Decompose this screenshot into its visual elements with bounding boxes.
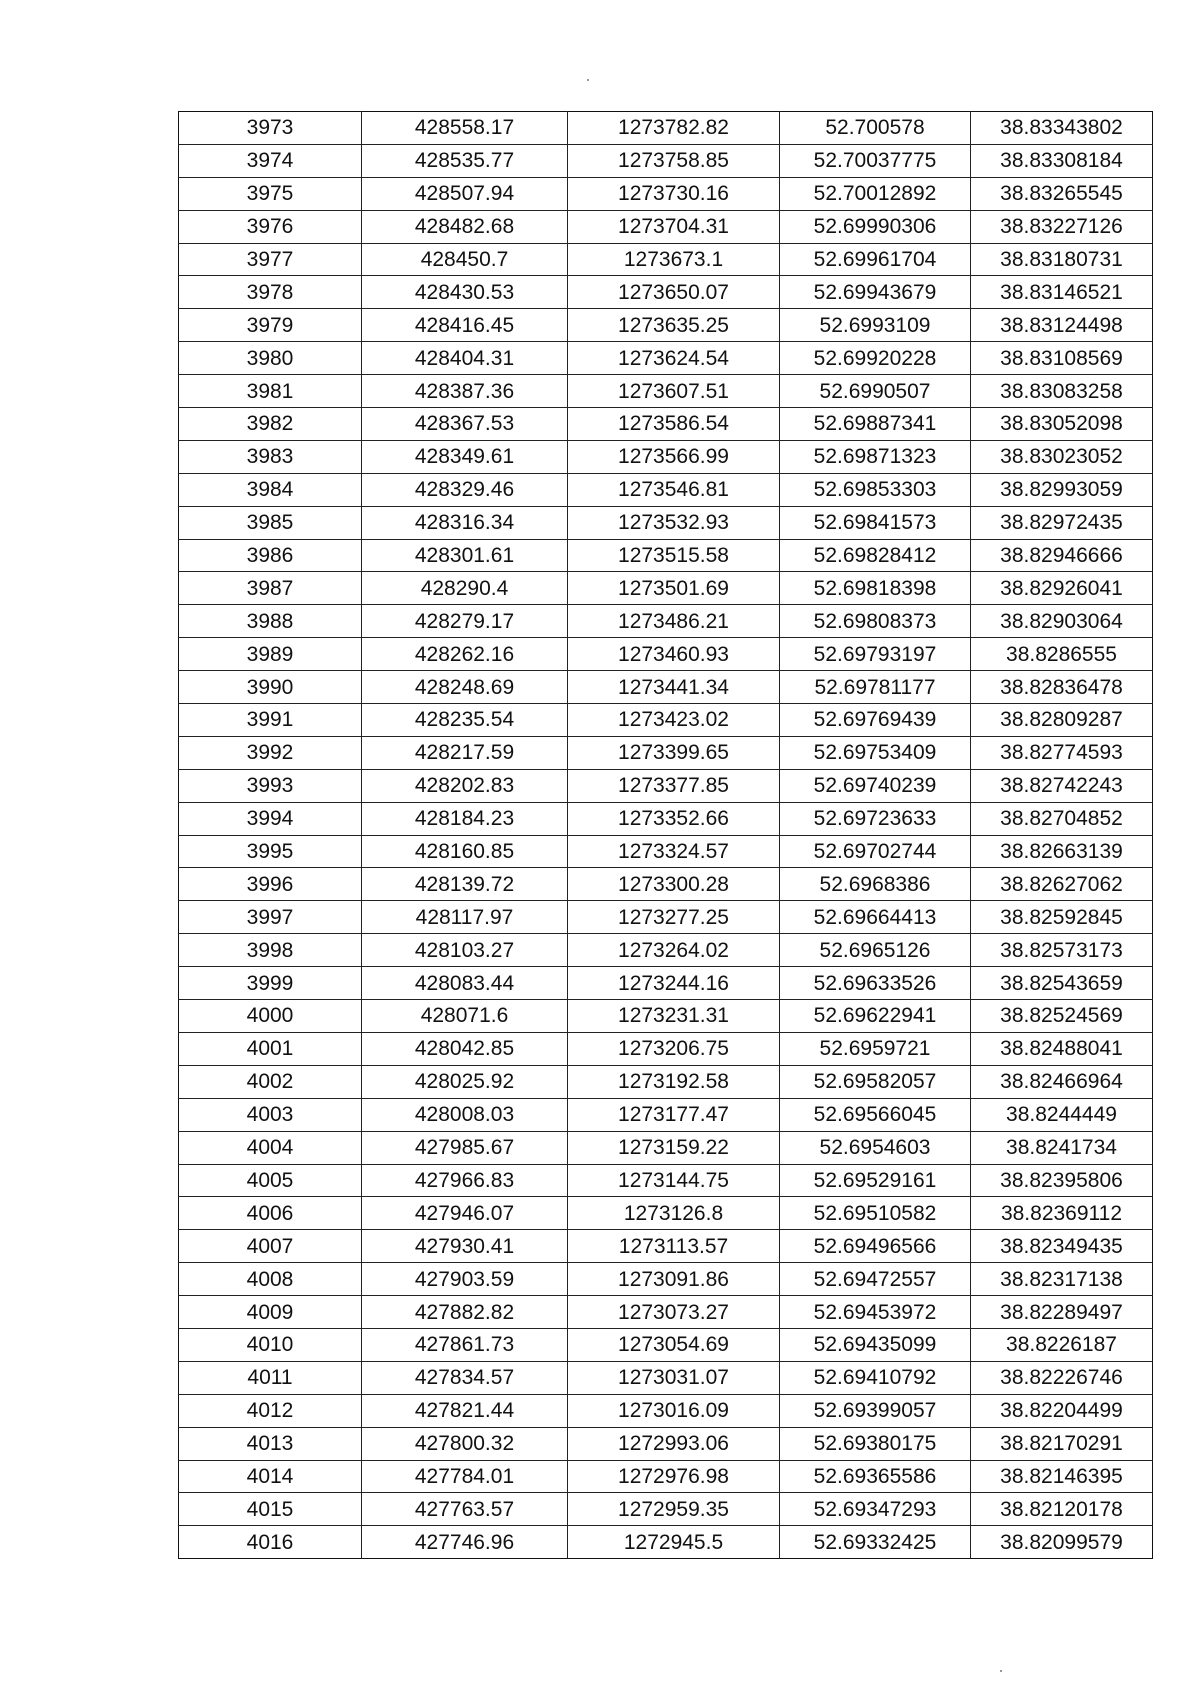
cell-latitude: 52.69723633 <box>780 802 971 835</box>
table-row <box>179 967 1153 1000</box>
cell-point-number: 3991 <box>179 704 362 737</box>
cell-longitude: 38.82573173 <box>971 934 1153 967</box>
cell-longitude: 38.82836478 <box>971 671 1153 704</box>
table-row <box>179 473 1153 506</box>
cell-northing: 1273423.02 <box>568 704 780 737</box>
cell-northing: 1273126.8 <box>568 1197 780 1230</box>
cell-point-number: 3997 <box>179 901 362 934</box>
cell-point-number: 3982 <box>179 408 362 441</box>
cell-northing: 1273277.25 <box>568 901 780 934</box>
cell-northing: 1273031.07 <box>568 1361 780 1394</box>
coordinates-table <box>178 111 1153 1559</box>
cell-point-number: 3996 <box>179 868 362 901</box>
cell-longitude: 38.82592845 <box>971 901 1153 934</box>
cell-northing: 1273159.22 <box>568 1131 780 1164</box>
cell-northing: 1273586.54 <box>568 408 780 441</box>
cell-latitude: 52.69818398 <box>780 572 971 605</box>
cell-point-number: 4016 <box>179 1526 362 1559</box>
table-row <box>179 1427 1153 1460</box>
cell-longitude: 38.82972435 <box>971 506 1153 539</box>
cell-easting: 428430.53 <box>362 276 568 309</box>
cell-longitude: 38.82543659 <box>971 967 1153 1000</box>
cell-point-number: 3995 <box>179 835 362 868</box>
cell-latitude: 52.69828412 <box>780 539 971 572</box>
cell-northing: 1273624.54 <box>568 342 780 375</box>
cell-northing: 1273758.85 <box>568 144 780 177</box>
cell-latitude: 52.6954603 <box>780 1131 971 1164</box>
cell-longitude: 38.8286555 <box>971 638 1153 671</box>
cell-latitude: 52.69365586 <box>780 1460 971 1493</box>
cell-northing: 1273244.16 <box>568 967 780 1000</box>
cell-longitude: 38.83180731 <box>971 243 1153 276</box>
cell-latitude: 52.69496566 <box>780 1230 971 1263</box>
table-row <box>179 1197 1153 1230</box>
cell-point-number: 3986 <box>179 539 362 572</box>
cell-latitude: 52.69769439 <box>780 704 971 737</box>
cell-longitude: 38.82204499 <box>971 1394 1153 1427</box>
cell-northing: 1273231.31 <box>568 1000 780 1033</box>
cell-point-number: 3977 <box>179 243 362 276</box>
cell-longitude: 38.82369112 <box>971 1197 1153 1230</box>
cell-point-number: 3987 <box>179 572 362 605</box>
cell-point-number: 4003 <box>179 1098 362 1131</box>
cell-point-number: 3974 <box>179 144 362 177</box>
cell-latitude: 52.69887341 <box>780 408 971 441</box>
cell-easting: 428248.69 <box>362 671 568 704</box>
table-row <box>179 605 1153 638</box>
cell-easting: 427784.01 <box>362 1460 568 1493</box>
cell-point-number: 3979 <box>179 309 362 342</box>
cell-longitude: 38.82946666 <box>971 539 1153 572</box>
cell-longitude: 38.83343802 <box>971 112 1153 145</box>
cell-latitude: 52.69380175 <box>780 1427 971 1460</box>
cell-northing: 1273566.99 <box>568 440 780 473</box>
cell-latitude: 52.69582057 <box>780 1065 971 1098</box>
cell-latitude: 52.69472557 <box>780 1263 971 1296</box>
cell-northing: 1272976.98 <box>568 1460 780 1493</box>
cell-point-number: 4007 <box>179 1230 362 1263</box>
cell-easting: 428387.36 <box>362 375 568 408</box>
cell-longitude: 38.82317138 <box>971 1263 1153 1296</box>
table-row <box>179 1131 1153 1164</box>
table-row <box>179 1296 1153 1329</box>
cell-point-number: 3998 <box>179 934 362 967</box>
cell-northing: 1273782.82 <box>568 112 780 145</box>
cell-longitude: 38.82226746 <box>971 1361 1153 1394</box>
cell-point-number: 4005 <box>179 1164 362 1197</box>
cell-point-number: 3990 <box>179 671 362 704</box>
cell-northing: 1273177.47 <box>568 1098 780 1131</box>
cell-latitude: 52.69622941 <box>780 1000 971 1033</box>
cell-longitude: 38.83227126 <box>971 210 1153 243</box>
cell-longitude: 38.82704852 <box>971 802 1153 835</box>
cell-longitude: 38.82663139 <box>971 835 1153 868</box>
cell-northing: 1273054.69 <box>568 1328 780 1361</box>
cell-point-number: 4006 <box>179 1197 362 1230</box>
cell-northing: 1273673.1 <box>568 243 780 276</box>
cell-point-number: 3984 <box>179 473 362 506</box>
cell-longitude: 38.83308184 <box>971 144 1153 177</box>
table-row <box>179 243 1153 276</box>
cell-latitude: 52.6968386 <box>780 868 971 901</box>
cell-easting: 427834.57 <box>362 1361 568 1394</box>
cell-latitude: 52.69753409 <box>780 736 971 769</box>
cell-northing: 1272959.35 <box>568 1493 780 1526</box>
cell-latitude: 52.69853303 <box>780 473 971 506</box>
table-row <box>179 112 1153 145</box>
table-row <box>179 769 1153 802</box>
table-row <box>179 1263 1153 1296</box>
cell-point-number: 4001 <box>179 1032 362 1065</box>
cell-easting: 428450.7 <box>362 243 568 276</box>
coordinates-table-body <box>179 112 1153 1559</box>
cell-latitude: 52.69347293 <box>780 1493 971 1526</box>
cell-easting: 427903.59 <box>362 1263 568 1296</box>
cell-easting: 428482.68 <box>362 210 568 243</box>
cell-easting: 428279.17 <box>362 605 568 638</box>
cell-latitude: 52.69435099 <box>780 1328 971 1361</box>
cell-latitude: 52.69664413 <box>780 901 971 934</box>
cell-latitude: 52.700578 <box>780 112 971 145</box>
table-row <box>179 736 1153 769</box>
cell-latitude: 52.69453972 <box>780 1296 971 1329</box>
cell-longitude: 38.82146395 <box>971 1460 1153 1493</box>
table-row <box>179 1230 1153 1263</box>
cell-easting: 428184.23 <box>362 802 568 835</box>
cell-point-number: 3999 <box>179 967 362 1000</box>
cell-easting: 428349.61 <box>362 440 568 473</box>
cell-point-number: 3976 <box>179 210 362 243</box>
cell-latitude: 52.69399057 <box>780 1394 971 1427</box>
cell-easting: 428025.92 <box>362 1065 568 1098</box>
cell-point-number: 4004 <box>179 1131 362 1164</box>
cell-point-number: 3981 <box>179 375 362 408</box>
cell-longitude: 38.8241734 <box>971 1131 1153 1164</box>
cell-northing: 1273399.65 <box>568 736 780 769</box>
cell-northing: 1273352.66 <box>568 802 780 835</box>
cell-longitude: 38.82742243 <box>971 769 1153 802</box>
cell-latitude: 52.69410792 <box>780 1361 971 1394</box>
cell-latitude: 52.69510582 <box>780 1197 971 1230</box>
cell-longitude: 38.83023052 <box>971 440 1153 473</box>
cell-northing: 1273501.69 <box>568 572 780 605</box>
table-row <box>179 276 1153 309</box>
cell-northing: 1273460.93 <box>568 638 780 671</box>
cell-point-number: 4010 <box>179 1328 362 1361</box>
table-row <box>179 1164 1153 1197</box>
cell-latitude: 52.6959721 <box>780 1032 971 1065</box>
cell-latitude: 52.69781177 <box>780 671 971 704</box>
cell-longitude: 38.83124498 <box>971 309 1153 342</box>
table-row <box>179 638 1153 671</box>
cell-northing: 1273016.09 <box>568 1394 780 1427</box>
cell-longitude: 38.83108569 <box>971 342 1153 375</box>
cell-easting: 428008.03 <box>362 1098 568 1131</box>
cell-latitude: 52.69920228 <box>780 342 971 375</box>
cell-northing: 1273144.75 <box>568 1164 780 1197</box>
cell-point-number: 3975 <box>179 177 362 210</box>
cell-longitude: 38.82170291 <box>971 1427 1153 1460</box>
cell-longitude: 38.83083258 <box>971 375 1153 408</box>
cell-point-number: 3994 <box>179 802 362 835</box>
cell-point-number: 4008 <box>179 1263 362 1296</box>
cell-easting: 427861.73 <box>362 1328 568 1361</box>
cell-latitude: 52.69702744 <box>780 835 971 868</box>
cell-easting: 427821.44 <box>362 1394 568 1427</box>
cell-easting: 428042.85 <box>362 1032 568 1065</box>
cell-northing: 1273206.75 <box>568 1032 780 1065</box>
cell-latitude: 52.69943679 <box>780 276 971 309</box>
cell-northing: 1273377.85 <box>568 769 780 802</box>
cell-easting: 428416.45 <box>362 309 568 342</box>
cell-easting: 428404.31 <box>362 342 568 375</box>
cell-longitude: 38.82774593 <box>971 736 1153 769</box>
cell-easting: 428160.85 <box>362 835 568 868</box>
cell-longitude: 38.82903064 <box>971 605 1153 638</box>
table-row <box>179 375 1153 408</box>
cell-northing: 1273546.81 <box>568 473 780 506</box>
cell-latitude: 52.6993109 <box>780 309 971 342</box>
cell-easting: 427882.82 <box>362 1296 568 1329</box>
table-row <box>179 1361 1153 1394</box>
cell-latitude: 52.70012892 <box>780 177 971 210</box>
cell-easting: 428329.46 <box>362 473 568 506</box>
cell-easting: 427763.57 <box>362 1493 568 1526</box>
table-row <box>179 1098 1153 1131</box>
cell-northing: 1273264.02 <box>568 934 780 967</box>
cell-latitude: 52.69871323 <box>780 440 971 473</box>
table-row <box>179 1493 1153 1526</box>
cell-easting: 427966.83 <box>362 1164 568 1197</box>
cell-easting: 427946.07 <box>362 1197 568 1230</box>
cell-latitude: 52.70037775 <box>780 144 971 177</box>
table-row <box>179 1460 1153 1493</box>
cell-northing: 1273730.16 <box>568 177 780 210</box>
cell-longitude: 38.82099579 <box>971 1526 1153 1559</box>
table-row <box>179 309 1153 342</box>
cell-longitude: 38.82120178 <box>971 1493 1153 1526</box>
cell-point-number: 3993 <box>179 769 362 802</box>
cell-latitude: 52.6990507 <box>780 375 971 408</box>
cell-northing: 1273091.86 <box>568 1263 780 1296</box>
table-row <box>179 1032 1153 1065</box>
cell-latitude: 52.69990306 <box>780 210 971 243</box>
table-row <box>179 868 1153 901</box>
table-row <box>179 342 1153 375</box>
table-row <box>179 1394 1153 1427</box>
cell-easting: 428367.53 <box>362 408 568 441</box>
table-row <box>179 1526 1153 1559</box>
cell-point-number: 4009 <box>179 1296 362 1329</box>
cell-point-number: 3989 <box>179 638 362 671</box>
cell-latitude: 52.69529161 <box>780 1164 971 1197</box>
cell-easting: 428117.97 <box>362 901 568 934</box>
table-row <box>179 802 1153 835</box>
cell-northing: 1273192.58 <box>568 1065 780 1098</box>
cell-point-number: 3992 <box>179 736 362 769</box>
cell-easting: 428103.27 <box>362 934 568 967</box>
cell-point-number: 4011 <box>179 1361 362 1394</box>
cell-easting: 427985.67 <box>362 1131 568 1164</box>
cell-latitude: 52.69633526 <box>780 967 971 1000</box>
cell-latitude: 52.69841573 <box>780 506 971 539</box>
table-row <box>179 704 1153 737</box>
cell-northing: 1273113.57 <box>568 1230 780 1263</box>
cell-latitude: 52.69793197 <box>780 638 971 671</box>
cell-point-number: 3978 <box>179 276 362 309</box>
table-row <box>179 1000 1153 1033</box>
cell-northing: 1272993.06 <box>568 1427 780 1460</box>
cell-easting: 428507.94 <box>362 177 568 210</box>
scan-speck-top <box>587 79 589 81</box>
cell-easting: 428217.59 <box>362 736 568 769</box>
cell-longitude: 38.83052098 <box>971 408 1153 441</box>
cell-longitude: 38.82926041 <box>971 572 1153 605</box>
table-row <box>179 210 1153 243</box>
cell-longitude: 38.8226187 <box>971 1328 1153 1361</box>
cell-easting: 428301.61 <box>362 539 568 572</box>
cell-longitude: 38.83265545 <box>971 177 1153 210</box>
cell-northing: 1273515.58 <box>568 539 780 572</box>
cell-longitude: 38.82627062 <box>971 868 1153 901</box>
table-row <box>179 572 1153 605</box>
cell-northing: 1273704.31 <box>568 210 780 243</box>
cell-point-number: 4012 <box>179 1394 362 1427</box>
table-row <box>179 1328 1153 1361</box>
table-row <box>179 671 1153 704</box>
cell-easting: 427800.32 <box>362 1427 568 1460</box>
cell-latitude: 52.69808373 <box>780 605 971 638</box>
cell-northing: 1273324.57 <box>568 835 780 868</box>
table-row <box>179 144 1153 177</box>
cell-easting: 428316.34 <box>362 506 568 539</box>
cell-latitude: 52.69332425 <box>780 1526 971 1559</box>
table-row <box>179 901 1153 934</box>
cell-point-number: 4014 <box>179 1460 362 1493</box>
cell-longitude: 38.83146521 <box>971 276 1153 309</box>
table-row <box>179 539 1153 572</box>
cell-northing: 1273607.51 <box>568 375 780 408</box>
cell-longitude: 38.82289497 <box>971 1296 1153 1329</box>
cell-latitude: 52.6965126 <box>780 934 971 967</box>
cell-longitude: 38.82395806 <box>971 1164 1153 1197</box>
cell-point-number: 4013 <box>179 1427 362 1460</box>
cell-point-number: 4002 <box>179 1065 362 1098</box>
cell-longitude: 38.82349435 <box>971 1230 1153 1263</box>
cell-longitude: 38.82993059 <box>971 473 1153 506</box>
cell-point-number: 4000 <box>179 1000 362 1033</box>
cell-northing: 1273486.21 <box>568 605 780 638</box>
cell-easting: 428083.44 <box>362 967 568 1000</box>
cell-longitude: 38.82488041 <box>971 1032 1153 1065</box>
cell-latitude: 52.69566045 <box>780 1098 971 1131</box>
table-row <box>179 506 1153 539</box>
cell-longitude: 38.82466964 <box>971 1065 1153 1098</box>
cell-point-number: 4015 <box>179 1493 362 1526</box>
cell-easting: 428235.54 <box>362 704 568 737</box>
cell-northing: 1273532.93 <box>568 506 780 539</box>
cell-northing: 1273635.25 <box>568 309 780 342</box>
table-row <box>179 177 1153 210</box>
table-row <box>179 1065 1153 1098</box>
cell-northing: 1273650.07 <box>568 276 780 309</box>
cell-point-number: 3983 <box>179 440 362 473</box>
cell-latitude: 52.69740239 <box>780 769 971 802</box>
table-row <box>179 408 1153 441</box>
cell-easting: 427930.41 <box>362 1230 568 1263</box>
cell-northing: 1273073.27 <box>568 1296 780 1329</box>
cell-northing: 1273300.28 <box>568 868 780 901</box>
cell-easting: 428558.17 <box>362 112 568 145</box>
cell-easting: 428535.77 <box>362 144 568 177</box>
cell-easting: 428071.6 <box>362 1000 568 1033</box>
cell-easting: 428262.16 <box>362 638 568 671</box>
cell-longitude: 38.8244449 <box>971 1098 1153 1131</box>
cell-northing: 1272945.5 <box>568 1526 780 1559</box>
table-row <box>179 440 1153 473</box>
cell-longitude: 38.82809287 <box>971 704 1153 737</box>
cell-latitude: 52.69961704 <box>780 243 971 276</box>
cell-northing: 1273441.34 <box>568 671 780 704</box>
cell-easting: 428290.4 <box>362 572 568 605</box>
cell-easting: 427746.96 <box>362 1526 568 1559</box>
cell-point-number: 3985 <box>179 506 362 539</box>
cell-easting: 428202.83 <box>362 769 568 802</box>
scan-speck-bottom <box>1000 1670 1002 1672</box>
cell-point-number: 3973 <box>179 112 362 145</box>
cell-longitude: 38.82524569 <box>971 1000 1153 1033</box>
table-row <box>179 835 1153 868</box>
table-row <box>179 934 1153 967</box>
cell-point-number: 3980 <box>179 342 362 375</box>
cell-easting: 428139.72 <box>362 868 568 901</box>
cell-point-number: 3988 <box>179 605 362 638</box>
